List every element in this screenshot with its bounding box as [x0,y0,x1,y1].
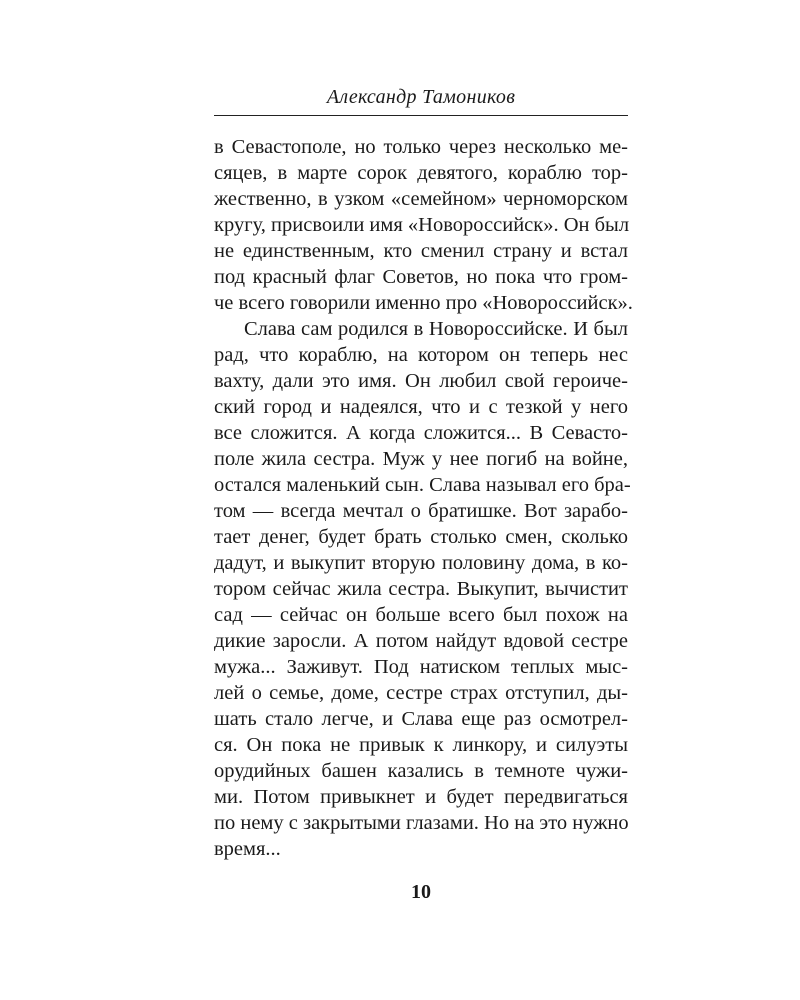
text-line-paragraph-end: че всего говорили именно про «Новороссийск». [214,292,633,314]
text-line: остался маленький сын. Слава называл его бра- [214,474,631,496]
text-line: кругу, присвоили имя «Новороссийск». Он был [214,214,630,236]
text-line-paragraph-end: время... [214,838,281,860]
text-line: под красный флаг Советов, но пока что гром- [214,266,628,288]
text-line: все сложится. А когда сложится... В Севасто- [214,422,628,444]
text-line: мужа... Заживут. Под натиском теплых мыс- [214,656,628,678]
text-line: дадут, и выкупит вторую половину дома, в ко- [214,552,628,574]
text-line: по нему с закрытыми глазами. Но на это нужно [214,812,629,834]
text-line: вахту, дали это имя. Он любил свой героиче- [214,370,628,392]
text-line: лей о семье, доме, сестре страх отступил, ды- [214,682,628,704]
text-line: сяцев, в марте сорок девятого, кораблю тор- [214,162,628,184]
text-line: орудийных башен казались в темноте чужи- [214,760,628,782]
text-line: в Севастополе, но только через несколько ме- [214,136,628,158]
header-divider [214,115,628,116]
text-line: том — всегда мечтал о братишке. Вот зарабо- [214,500,628,522]
text-line: рад, что кораблю, на котором он теперь нес [214,344,628,366]
text-line-paragraph-start: Слава сам родился в Новороссийске. И был [244,318,628,340]
text-line: ся. Он пока не привык к линкору, и силуэты [214,734,628,756]
text-line: тает денег, будет брать столько смен, сколько [214,526,628,548]
text-line: сад — сейчас он больше всего был похож на [214,604,628,626]
text-line: ский город и надеялся, что и с тезкой у него [214,396,628,418]
text-line: не единственным, кто сменил страну и встал [214,240,628,262]
page-number: 10 [411,881,431,903]
text-line: жественно, в узком «семейном» черноморском [214,188,628,210]
running-head-author: Александр Тамоников [326,86,516,108]
text-line: поле жила сестра. Муж у нее погиб на войне, [214,448,628,470]
text-line: ми. Потом привыкнет и будет передвигаться [214,786,628,808]
text-line: дикие заросли. А потом найдут вдовой сестре [214,630,628,652]
text-line: шать стало легче, и Слава еще раз осмотрел- [214,708,628,730]
body-text [214,134,633,862]
text-line: тором сейчас жила сестра. Выкупит, вычистит [214,578,628,600]
